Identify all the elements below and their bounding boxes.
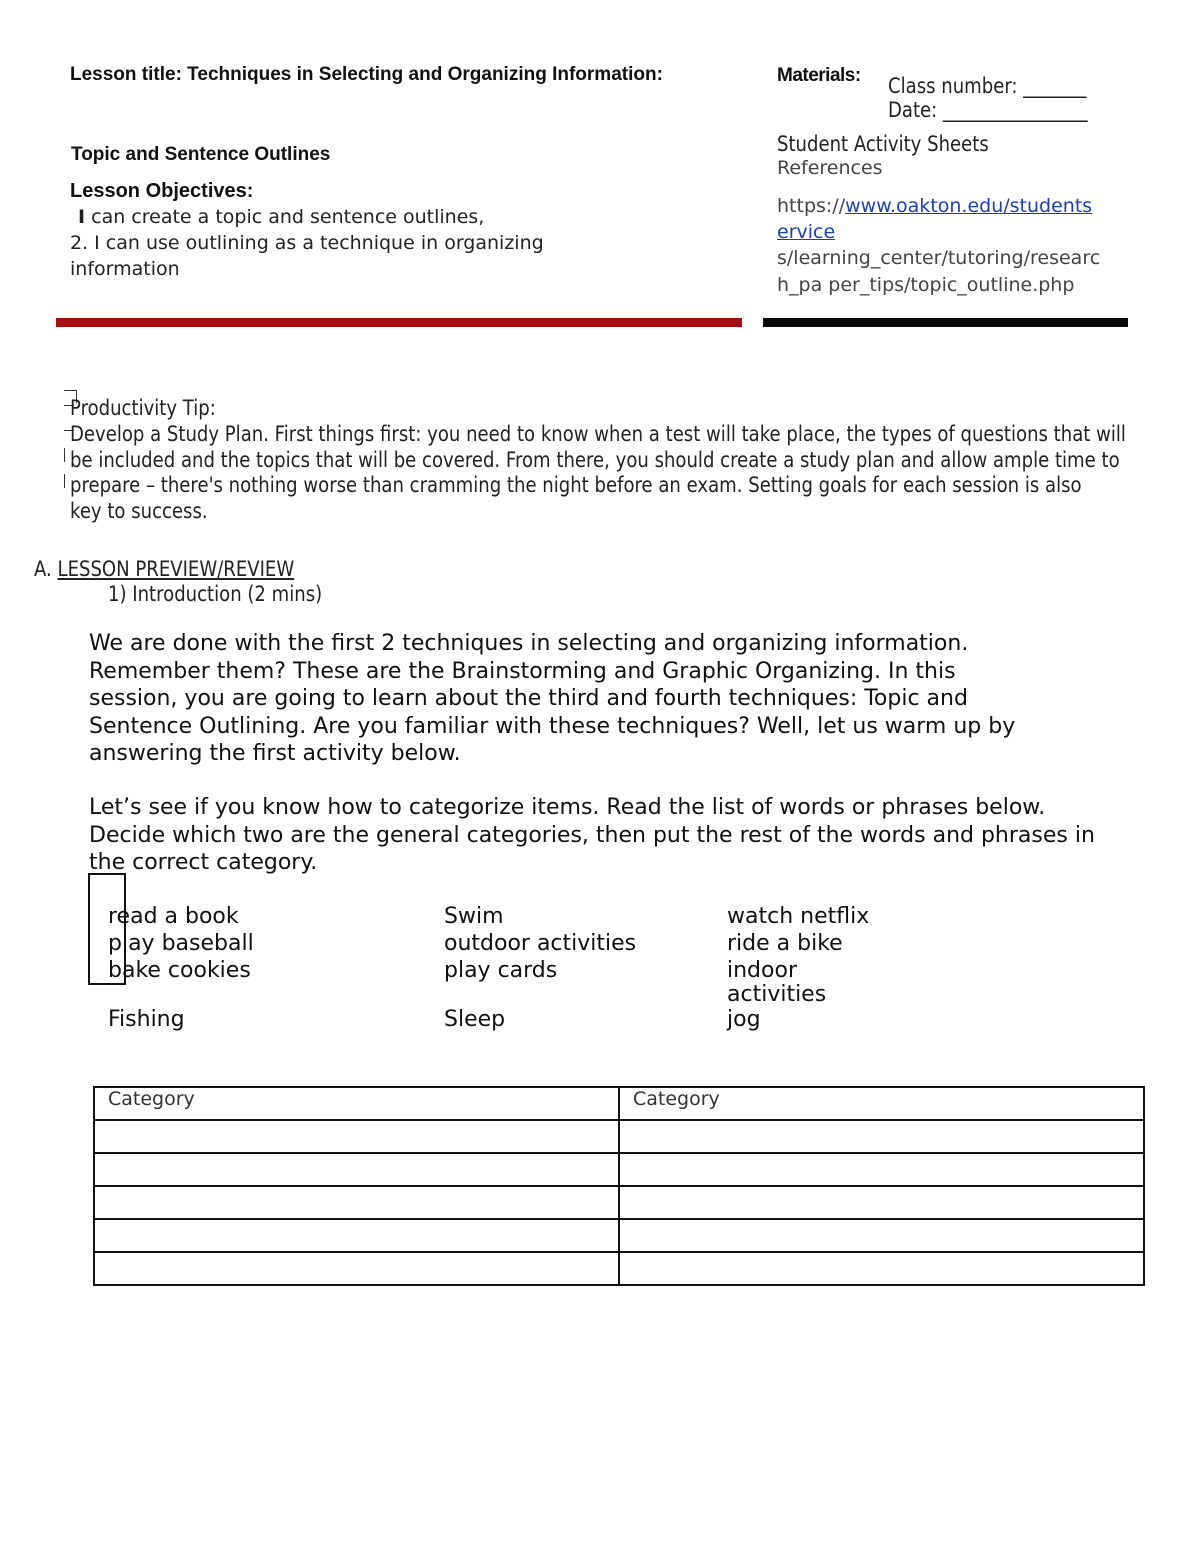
table-header-row <box>94 1087 1144 1120</box>
tip-line-1: Develop a Study Plan. First things first: you need to know when a test will take place, the types of questions that will <box>70 422 1126 446</box>
intro-item: 1) Introduction (2 mins) <box>108 582 323 606</box>
objectives-label: Lesson Objectives: <box>70 180 254 202</box>
table-cell[interactable] <box>94 1219 619 1252</box>
word-item: Fishing <box>108 1007 185 1032</box>
word-item: ride a bike <box>727 931 843 956</box>
materials-label: Materials: <box>777 65 861 86</box>
objective-1-text: can create a topic and sentence outlines, <box>91 206 485 228</box>
intro-paragraph <box>89 630 1015 768</box>
section-a-heading <box>34 557 294 581</box>
instruction-line: Let’s see if you know how to categorize items. Read the list of words or phrases below. <box>89 795 1046 820</box>
reference-link[interactable]: www.oakton.edu/students <box>845 195 1093 217</box>
tip-bar-mark-2 <box>64 474 65 488</box>
word-item: play baseball <box>108 931 254 956</box>
section-title: LESSON PREVIEW/REVIEW <box>57 557 295 581</box>
instruction-line: Decide which two are the general categories, then put the rest of the words and phrases in <box>89 822 1095 848</box>
class-number-field: Class number: _______ <box>888 74 1087 98</box>
category-header-right: Category <box>619 1087 1144 1120</box>
table-row <box>94 1186 1144 1219</box>
word-item: outdoor activities <box>444 931 637 956</box>
word-item: jog <box>727 1007 761 1032</box>
instruction-paragraph <box>89 794 1095 877</box>
objective-2-line2: information <box>70 258 180 280</box>
activity-sheets: Student Activity Sheets <box>777 132 989 156</box>
tip-line-2: be included and the topics that will be covered. From there, you should create a study plan and allow ample time to <box>70 448 1120 472</box>
references-label: References <box>777 157 883 179</box>
date-field: Date: ________________ <box>888 98 1088 122</box>
topic-title: Topic and Sentence Outlines <box>71 144 331 165</box>
reference-url-line3: s/learning_center/tutoring/researc <box>777 247 1101 269</box>
category-header-left: Category <box>94 1087 619 1120</box>
reference-url-line2 <box>777 219 835 245</box>
objective-1 <box>78 206 484 228</box>
instruction-line: the correct category. <box>89 850 318 875</box>
intro-paragraph-line: answering the first activity below. <box>89 741 461 766</box>
table-cell[interactable] <box>94 1186 619 1219</box>
tip-line-3: prepare – there's nothing worse than cramming the night before an exam. Setting goals for each session is also <box>70 473 1082 497</box>
word-item: activities <box>727 982 827 1007</box>
word-item: read a book <box>108 904 239 929</box>
table-row <box>94 1219 1144 1252</box>
word-item: watch netflix <box>727 904 870 929</box>
url-prefix: https:// <box>777 195 846 217</box>
tip-bar-mark-1 <box>64 448 65 462</box>
table-cell[interactable] <box>619 1186 1144 1219</box>
word-item: Swim <box>444 904 504 929</box>
tip-title: Productivity Tip: <box>70 396 216 420</box>
table-cell[interactable] <box>94 1153 619 1186</box>
word-item: bake cookies <box>108 958 251 983</box>
intro-paragraph-line: session, you are going to learn about the third and fourth techniques: Topic and <box>89 686 968 711</box>
category-table <box>93 1086 1145 1286</box>
objective-2-line1: 2. I can use outlining as a technique in organizing <box>70 232 544 254</box>
header-rule-red <box>56 318 742 327</box>
table-cell[interactable] <box>619 1120 1144 1153</box>
reference-link-continued[interactable]: ervice <box>777 221 836 243</box>
tip-line-4: key to success. <box>70 499 208 523</box>
table-cell[interactable] <box>94 1252 619 1285</box>
section-letter: A. <box>34 557 52 581</box>
intro-paragraph-line: We are done with the first 2 techniques in selecting and organizing information. <box>89 631 969 656</box>
word-item: indoor <box>727 958 797 983</box>
table-cell[interactable] <box>94 1120 619 1153</box>
reference-url-line4: h_pa per_tips/topic_outline.php <box>777 274 1075 296</box>
word-item: Sleep <box>444 1007 506 1032</box>
word-item: play cards <box>444 958 558 983</box>
table-cell[interactable] <box>619 1219 1144 1252</box>
lesson-title: Lesson title: Techniques in Selecting and Organizing Information: <box>70 64 663 85</box>
table-row <box>94 1153 1144 1186</box>
intro-paragraph-line: Sentence Outlining. Are you familiar with these techniques? Well, let us warm up by <box>89 713 1016 739</box>
objective-1-marker: I <box>78 206 86 228</box>
intro-paragraph-line: Remember them? These are the Brainstorming and Graphic Organizing. In this <box>89 658 956 684</box>
table-cell[interactable] <box>619 1252 1144 1285</box>
header-rule-black <box>763 318 1128 327</box>
table-row <box>94 1120 1144 1153</box>
reference-url-line1 <box>777 193 1092 219</box>
table-cell[interactable] <box>619 1153 1144 1186</box>
table-row <box>94 1252 1144 1285</box>
